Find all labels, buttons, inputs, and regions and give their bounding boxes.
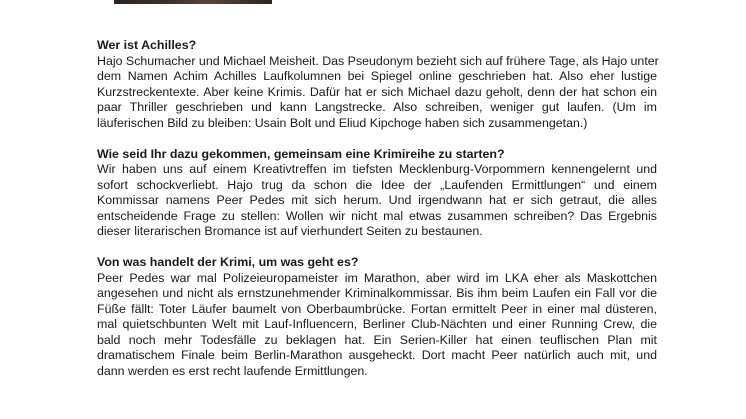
answer-line: bald noch mehr Todesfälle zu beklagen hat. Ein Serien-Killer hat einen teuflischen Plan mit [97,332,657,347]
qa-section-1 [97,38,657,131]
qa-section-3 [97,255,657,379]
answer-line: dem Namen Achim Achilles Laufkolumnen bei Spiegel online geschrieben hat. Also eher lustige [97,69,657,83]
qa-section-2 [97,147,657,240]
answer-line: Kommissar namens Peer Pedes mit sich herum. Und irgendwann hat er sich getraut, die alles [97,193,657,207]
question-heading: Wie seid Ihr dazu gekommen, gemeinsam eine Krimireihe zu starten? [97,146,505,161]
interview-body [97,38,657,395]
answer-paragraph [97,162,657,240]
answer-paragraph [97,271,657,380]
answer-line: angesehen und nicht als ernstzunehmender Kriminalkommissar. Bis ihm beim Laufen ein Fall vor die [97,286,657,300]
answer-line: dann werden es erst recht laufende Ermittlungen. [97,363,368,378]
answer-line: entscheidende Frage zu stellen: Wollen wir nicht mal etwas zusammen schreiben? Das Ergebnis [97,208,657,223]
answer-line: dieser literarischen Bromance ist auf vierhundert Seiten zu bestaunen. [97,224,483,238]
question-heading: Von was handelt der Krimi, um was geht es? [97,255,359,269]
answer-line: sofort schockverliebt. Hajo trug da schon die Idee der „Laufenden Ermittlungen“ und einem [97,177,657,192]
answer-line: Füße fällt: Toter Läufer baumelt von Oberbaumbrücke. Fortan ermittelt Peer in einer mal düsteren, [97,301,657,316]
answer-line: Wir haben uns auf einem Kreativtreffen im tiefsten Mecklenburg-Vorpommern kennengelernt und [97,162,657,176]
question-heading: Wer ist Achilles? [97,38,197,52]
answer-line: Hajo Schumacher und Michael Meisheit. Das Pseudonym bezieht sich auf frühere Tage, als Hajo unter [97,53,659,68]
answer-paragraph [97,54,657,132]
answer-line: läuferischen Bild zu bleiben: Usain Bolt und Eliud Kipchoge haben sich zusammengetan.) [97,115,588,130]
answer-line: mal quietschbunten Welt mit Lauf-Influencern, Berliner Club-Nächten und einer Running Crew, die [97,317,657,331]
answer-line: Kurzstreckentexte. Aber keine Krimis. Dafür hat er sich Michael dazu geholt, denn der hat schon ein [97,84,657,99]
answer-line: paar Thriller geschrieben und kann Langstrecke. Also schreiben, weniger gut laufen. (Um im [97,100,657,114]
answer-line: dramatischem Finale beim Berlin-Marathon ausgeheckt. Dort macht Peer natürlich auch mit, und [97,348,657,362]
answer-line: Peer Pedes war mal Polizeieuropameister im Marathon, aber wird im LKA eher als Maskottchen [97,270,657,285]
header-photo [114,0,272,4]
